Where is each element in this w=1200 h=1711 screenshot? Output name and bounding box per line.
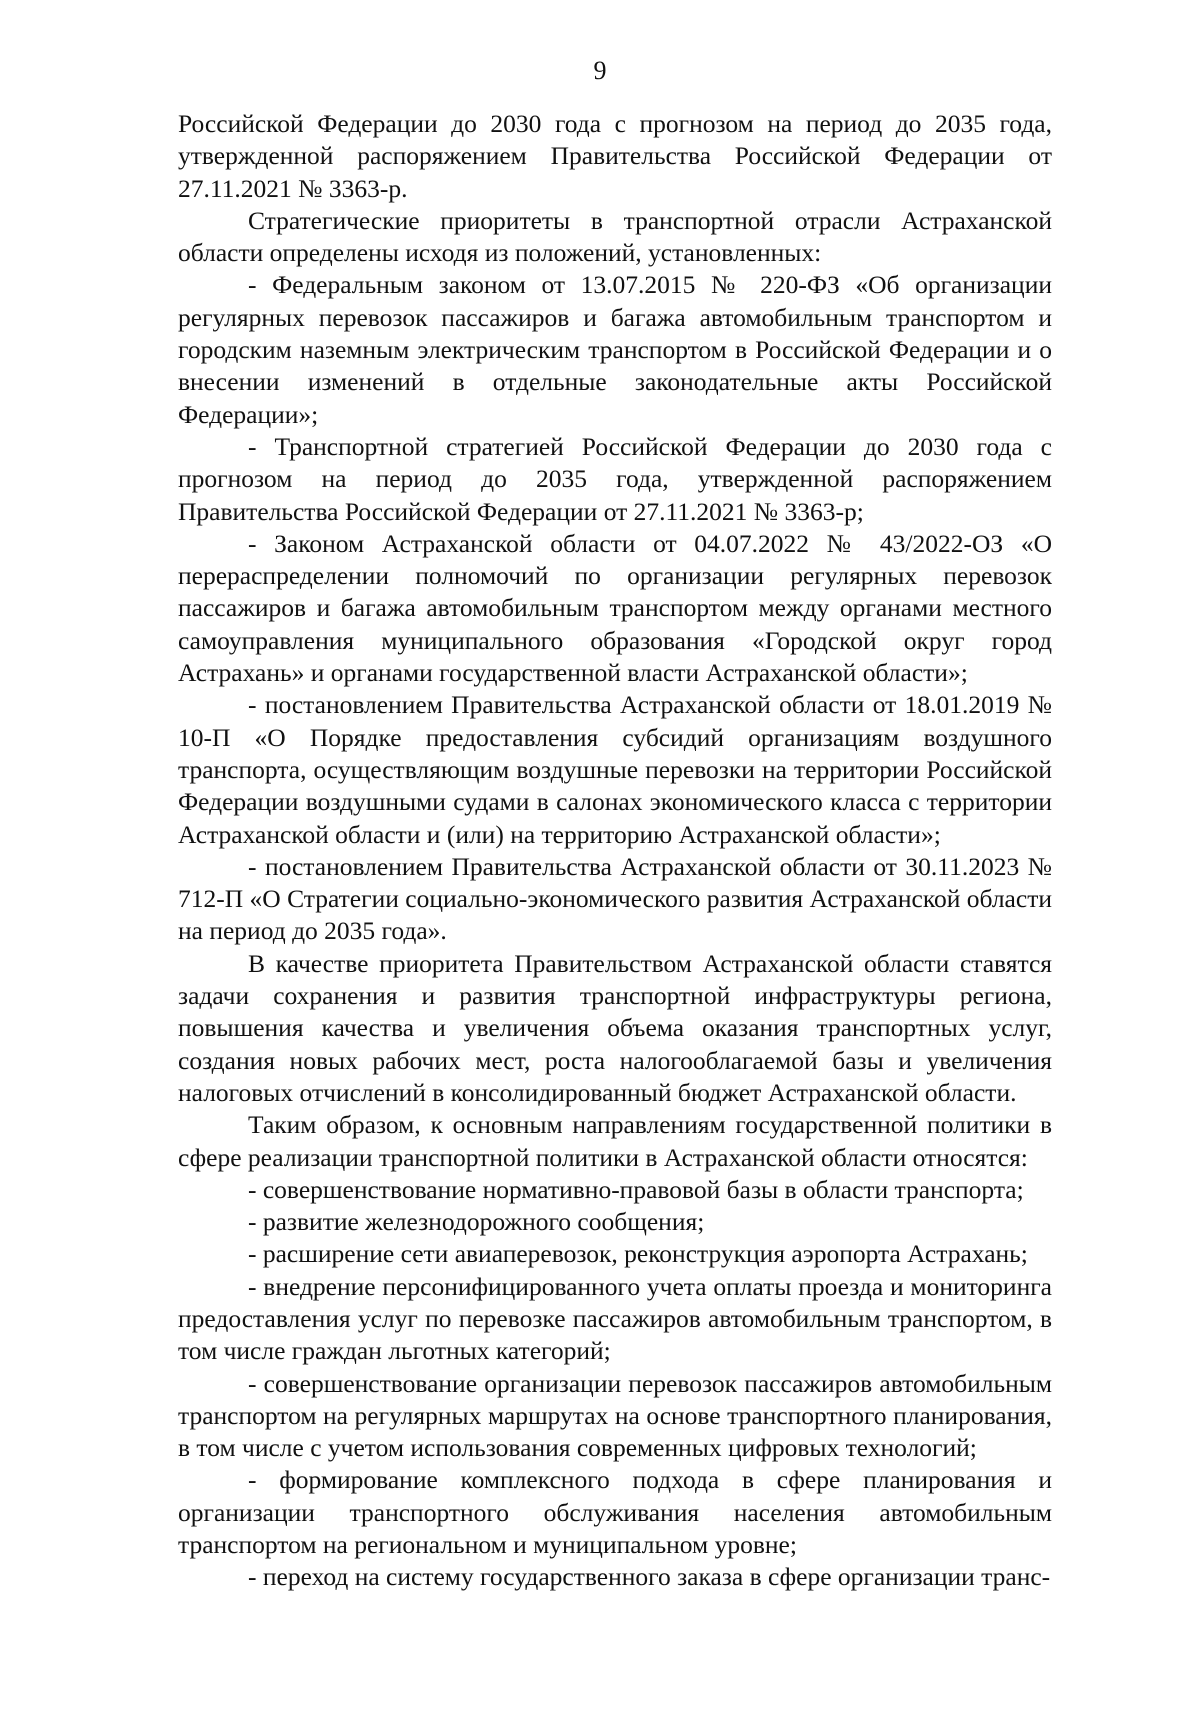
paragraph-priorities-intro: Стратегические приоритеты в транспортной отрасли Астраханской области определены исходя из положений, установленных: <box>178 205 1052 268</box>
list-item-aviation: - расширение сети авиаперевозок, реконструкция аэропорта Астрахань; <box>248 1239 1028 1269</box>
list-item-resolution-10p: - постановлением Правительства Астраханской области от 18.01.2019 № 10-П «О Порядке предоставления субсидий организациям воздушного транспорта, осуществляющим воздушные перевозки на территории Российской Федерации воздушными судами в салонах экономического класса с территории Астраханской области и (или) на территорию Астраханской области»; <box>178 690 1052 849</box>
list-item-fare-accounting: - внедрение персонифицированного учета оплаты проезда и мониторинга предоставления услуг по перевозке пассажиров автомобильным транспортом, в том числе граждан льготных категорий; <box>178 1271 1052 1366</box>
paragraph-policy-directions-intro: Таким образом, к основным направлениям государственной политики в сфере реализации транспортной политики в Астраханской области относятся: <box>178 1110 1052 1172</box>
list-item-route-organization: - совершенствование организации перевозок пассажиров автомобильным транспортом на регулярных маршрутах на основе транспортного планирования, в том числе с учетом использования современных цифровых технологий; <box>178 1368 1052 1463</box>
list-item-railway: - развитие железнодорожного сообщения; <box>248 1207 705 1237</box>
page-number: 9 <box>593 56 607 85</box>
list-item-regulatory-base: - совершенствование нормативно-правовой базы в области транспорта; <box>248 1174 1024 1204</box>
list-item-regional-law: - Законом Астраханской области от 04.07.2022 № 43/2022-ОЗ «О перераспределении полномочий по организации регулярных перевозок пассажиров и багажа автомобильным транспортом между органами местного самоуправления муниципального образования «Городской округ город Астрахань» и органами государственной власти Астраханской области»; <box>178 528 1052 688</box>
list-item-state-order: - переход на систему государственного заказа в сфере организации транс- <box>248 1562 1051 1592</box>
list-item-transport-strategy: - Транспортной стратегией Российской Федерации до 2030 года с прогнозом на период до 2035 года, утвержденной распоряжением Правительства Российской Федерации от 27.11.2021 № 3363-р; <box>178 431 1052 526</box>
paragraph-continuation: Российской Федерации до 2030 года с прогнозом на период до 2035 года, утвержденной распоряжением Правительства Российской Федерации от 27.11.2021 № 3363-р. <box>178 109 1052 203</box>
list-item-resolution-712p: - постановлением Правительства Астраханской области от 30.11.2023 № 712-П «О Стратегии социально-экономического развития Астраханской области на период до 2035 года». <box>178 851 1052 946</box>
list-item-integrated-approach: - формирование комплексного подхода в сфере планирования и организации транспортного обслуживания населения автомобильным транспортом на региональном и муниципальном уровне; <box>178 1465 1052 1560</box>
paragraph-government-priorities: В качестве приоритета Правительством Астраханской области ставятся задачи сохранения и развития транспортной инфраструктуры региона, повышения качества и увеличения объема оказания транспортных услуг, создания новых рабочих мест, роста налогооблагаемой базы и увеличения налоговых отчислений в консолидированный бюджет Астраханской области. <box>178 948 1052 1107</box>
document-body <box>178 108 1052 1594</box>
list-item-federal-law: - Федеральным законом от 13.07.2015 № 220-ФЗ «Об организации регулярных перевозок пассажиров и багажа автомобильным транспортом и городским наземным электрическим транспортом в Российской Федерации и о внесении изменений в отдельные законодательные акты Российской Федерации»; <box>178 270 1052 429</box>
